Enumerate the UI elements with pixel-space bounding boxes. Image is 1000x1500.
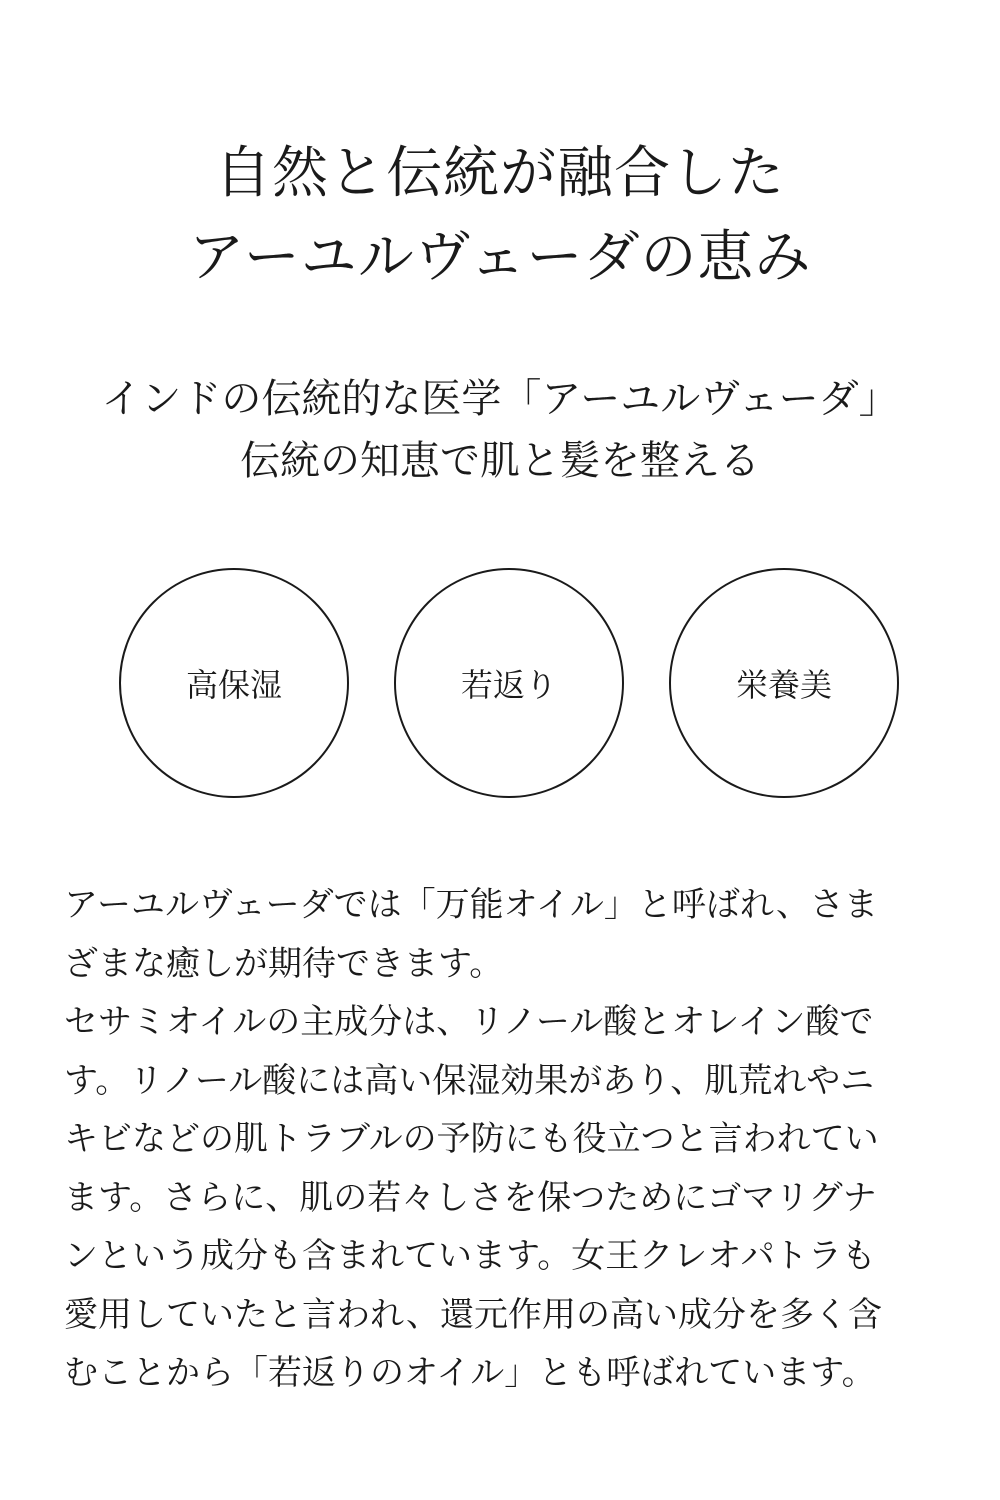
description-line: ます。さらに、肌の若々しさを保つためにゴマリグナ [64,1177,877,1218]
feature-label: 若返り [460,666,557,704]
description-line: キビなどの肌トラブルの予防にも役立つと言われてい [64,1119,879,1159]
title-line-2: アーユルヴェーダの恵み [188,225,812,290]
page-title [0,132,1000,300]
description-line: アーユルヴェーダでは「万能オイル」と呼ばれ、さま [64,885,878,925]
subtitle-line-2: 伝統の知恵で肌と髪を整える [240,438,760,484]
feature-circle-nutrition [669,568,899,798]
feature-circles [0,568,1000,800]
description-line: す。リノール酸には高い保湿効果があり、肌荒れやニ [64,1060,875,1101]
description-line: ざまな癒しが期待できます。 [64,943,504,984]
description-text [64,876,944,1403]
subtitle [0,368,1000,492]
description-line: セサミオイルの主成分は、リノール酸とオレイン酸で [64,1002,874,1042]
feature-label: 栄養美 [735,666,832,704]
feature-label: 高保湿 [185,666,282,704]
subtitle-line-1: インドの伝統的な医学「アーユルヴェーダ」 [101,376,899,422]
description-line: ンという成分も含まれています。女王クレオパトラも [64,1236,876,1276]
description-line: むことから「若返りのオイル」とも呼ばれています。 [64,1353,876,1393]
title-line-1: 自然と伝統が融合した [215,141,785,206]
feature-circle-rejuvenation [394,568,624,798]
description-line: 愛用していたと言われ、還元作用の高い成分を多く含 [64,1294,883,1335]
feature-circle-moisturizing [119,568,349,798]
